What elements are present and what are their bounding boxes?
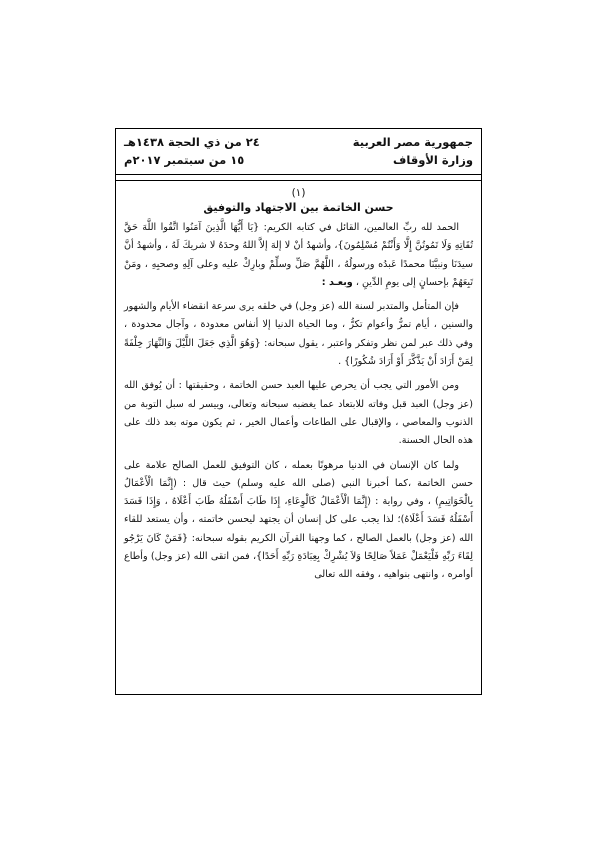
country-name: جمهورية مصر العربية	[352, 135, 473, 149]
paragraph-1	[124, 219, 473, 292]
hijri-date: ٢٤ من ذي الحجة ١٤٣٨هـ	[124, 135, 260, 149]
sermon-body	[116, 181, 481, 585]
paragraph-ending: وبعـد :	[321, 276, 353, 288]
header-dates	[124, 135, 260, 168]
paragraph-4: ولما كان الإنسان في الدنيا مرهونًا بعمله ، كان التوفيق للعمل الصالح علامة على حسن الخاتمة ،كما أخبرنا النبي (صلى الله عليه وسلم) حيث قال : (إِنَّمَا الْأَعْمَالُ بِالْخَوَاتِيمِ) ، وفي رواية : (إِنَّمَا الْأَعْمَالُ كَالْوِعَاءِ، إِذَا طَابَ أَسْفَلُهُ طَابَ أَعْلَاهُ ، وَإِذَا فَسَدَ أَسْفَلُهُ فَسَدَ أَعْلَاهُ)؛ لذا يجب على كل إنسان أن يجتهد ليحسن خاتمته ، وأن يستعد للقاء الله (عز وجل) بالعمل الصالح ، كما وجهنا القرآن الكريم بقوله سبحانه: {فَمَنْ كَانَ يَرْجُو لِقَاءَ رَبِّهِ فَلْيَعْمَلْ عَمَلاً صَالِحًا وَلاَ يُشْرِكْ بِعِبَادَةِ رَبِّهِ أَحَدًا}، فمن اتقى الله (عز وجل) وأطاع أوامره ، وانتهى بنواهيه ، وفقه الله تعالى	[124, 459, 473, 581]
ministry-name: وزارة الأوقاف	[393, 153, 473, 167]
gregorian-date: ١٥ من سبتمبر ٢٠١٧م	[124, 153, 245, 167]
section-number: (١)	[291, 187, 306, 199]
header-issuer	[353, 135, 473, 168]
document-frame	[115, 128, 482, 695]
paragraph-3: ومن الأمور التي يجب أن يحرص عليها العبد حسن الخاتمة ، وحقيقتها : أن يُوفق الله (عز وجل) العبد قبل وفاته للابتعاد عما يغضبه سبحانه وتعالى، وييسر له سبل التوبة من الذنوب والمعاصي ، والإقبال على الطاعات وأعمال الخير ، ثم يكون موته بعد ذلك على هذه الحال الحسنة.	[124, 380, 473, 447]
document-header	[116, 129, 481, 175]
paragraph-2: فإن المتأمل والمتدبر لسنة الله (عز وجل) في خلقه يرى سرعة انقضاء الأيام والشهور والسنين ، أيام تمرُّ وأعوام تكرُّ ، وما الحياة الدنيا إلا أنفاس معدودة ، وآجال محدودة ، وفي ذلك عبر لمن نظر وتفكر واعتبر ، يقول سبحانه: {وَهُوَ الَّذِي جَعَلَ اللَّيْلَ وَالنَّهَارَ خِلْفَةً لِمَنْ أَرَادَ أَنْ يَذَّكَّرَ أَوْ أَرَادَ شُكُورًا} .	[124, 301, 473, 368]
paragraph-text: الحمد لله ربِّ العالمين، القائل في كتابه الكريم: {يَا أَيُّهَا الَّذِينَ آمَنُوا اتَّقُوا اللَّهَ حَقَّ تُقَاتِهِ وَلَا تَمُوتُنَّ إِلَّا وَأَنْتُمْ مُسْلِمُونَ}، وأشهدُ أنْ لا إلهَ إلاَّ اللهُ وحدَهُ لا شريكَ لَهُ ، وأشهدُ أنَّ سيدَنَا ونبيَّنَا محمدًا عَبدُه ورسولُهُ ، اللَّهُمَّ صَلِّ وسلِّمْ وبارِكْ عليه وعلى آلِهِ وصحبِهِ ، ومَنْ تَبِعَهُمْ بإحسانٍ إلى يومِ الدِّينِ ،	[124, 222, 473, 288]
sermon-title: حسن الخاتمة بين الاجتهاد والتوفيق	[203, 201, 394, 214]
